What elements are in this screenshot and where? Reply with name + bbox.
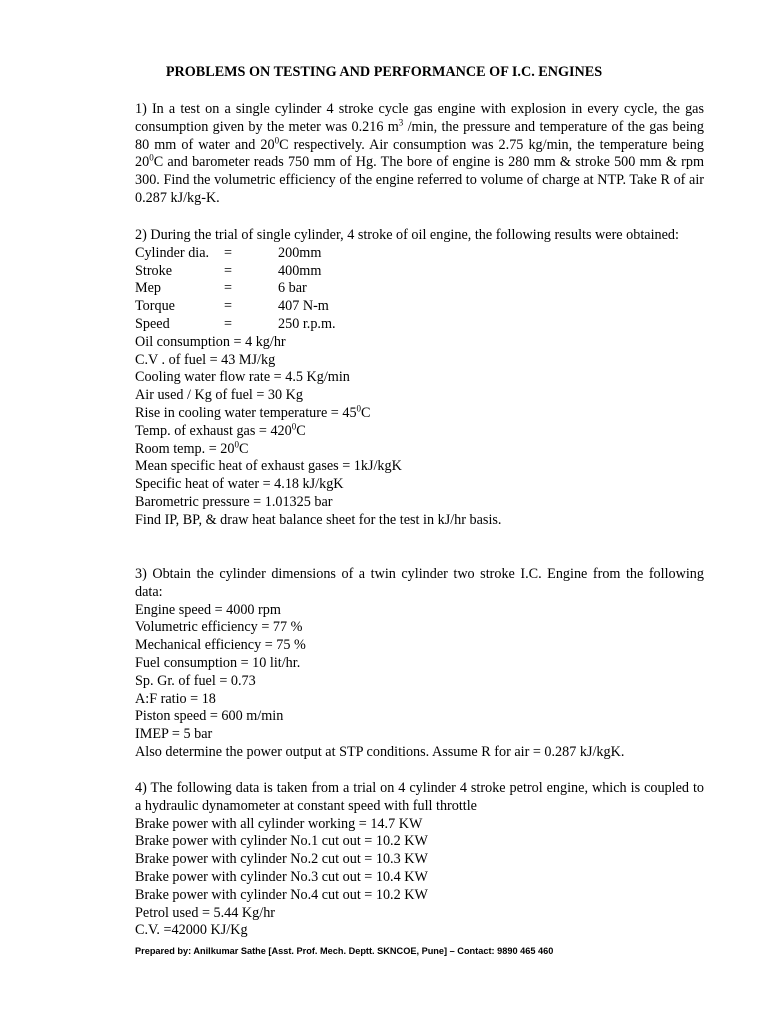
data-line: Brake power with cylinder No.3 cut out = 10.4 KW bbox=[135, 868, 428, 885]
data-line: Mean specific heat of exhaust gases = 1kJ/kgK bbox=[135, 458, 402, 475]
document-title: PROBLEMS ON TESTING AND PERFORMANCE OF I.C. ENGINES bbox=[165, 64, 603, 80]
superscript: 0 bbox=[291, 421, 297, 432]
data-row bbox=[135, 245, 704, 263]
data-line: Specific heat of water = 4.18 kJ/kgK bbox=[135, 476, 344, 493]
problem-1-text-d: C and barometer reads 750 mm of Hg. The bore of engine is 280 mm & stroke 500 mm & rpm 300. Find the volumetric efficiency of the engine referred to volume of charge at NTP. Take R of air 0.287 kJ/kg-K. bbox=[135, 154, 704, 206]
line-text: C bbox=[296, 422, 306, 439]
superscript: 3 bbox=[398, 117, 404, 128]
data-line bbox=[135, 423, 704, 441]
data-line: Petrol used = 5.44 Kg/hr bbox=[135, 904, 276, 921]
data-value: 6 bar bbox=[278, 280, 307, 297]
data-label: Speed bbox=[135, 315, 170, 332]
page-footer: Prepared by: Anilkumar Sathe [Asst. Prof. Mech. Deptt. SKNCOE, Pune] – Contact: 9890 465 460 bbox=[135, 946, 554, 956]
equals-sign: = bbox=[224, 280, 233, 297]
data-label: Stroke bbox=[135, 262, 173, 279]
line-text: C bbox=[238, 440, 249, 457]
problem-2-intro: 2) During the trial of single cylinder, 4 stroke of oil engine, the following results were obtained: bbox=[135, 227, 679, 243]
problem-1-text-b: /min, the pressure and temperature of the gas being 80 mm of water and 20 bbox=[135, 118, 704, 153]
data-line: Piston speed = 600 m/min bbox=[135, 708, 284, 725]
data-row bbox=[135, 298, 704, 316]
problem-1-text-c: C respectively. Air consumption was 2.75 kg/min, the temperature being 20 bbox=[135, 136, 704, 171]
data-row bbox=[135, 316, 704, 334]
data-line: Cooling water flow rate = 4.5 Kg/min bbox=[135, 369, 350, 386]
data-value: 400mm bbox=[278, 262, 322, 279]
data-line: Find IP, BP, & draw heat balance sheet for the test in kJ/hr basis. bbox=[135, 511, 502, 528]
problem-2 bbox=[135, 227, 704, 530]
equals-sign: = bbox=[224, 298, 233, 315]
data-line: Brake power with cylinder No.4 cut out = 10.2 KW bbox=[135, 886, 428, 903]
data-label: Torque bbox=[135, 298, 175, 315]
data-line: Barometric pressure = 1.01325 bar bbox=[135, 493, 333, 510]
data-line: IMEP = 5 bar bbox=[135, 726, 213, 743]
data-line: Volumetric efficiency = 77 % bbox=[135, 619, 303, 636]
data-line: Air used / Kg of fuel = 30 Kg bbox=[135, 387, 303, 404]
line-text: Rise in cooling water temperature = 45 bbox=[135, 404, 357, 421]
data-row bbox=[135, 263, 704, 281]
data-line: Sp. Gr. of fuel = 0.73 bbox=[135, 672, 256, 689]
data-line: Mechanical efficiency = 75 % bbox=[135, 637, 306, 654]
data-line: Fuel consumption = 10 lit/hr. bbox=[135, 654, 301, 671]
data-value: 407 N-m bbox=[278, 298, 329, 315]
data-label: Mep bbox=[135, 280, 162, 297]
data-line: Oil consumption = 4 kg/hr bbox=[135, 333, 286, 350]
line-text: C bbox=[361, 404, 371, 421]
data-row bbox=[135, 280, 704, 298]
data-label: Cylinder dia. bbox=[135, 244, 210, 261]
superscript: 0 bbox=[149, 152, 154, 163]
problem-3 bbox=[135, 566, 704, 762]
data-line: C.V. =42000 KJ/Kg bbox=[135, 922, 248, 939]
data-value: 200mm bbox=[278, 244, 322, 261]
equals-sign: = bbox=[224, 262, 233, 279]
data-line: Engine speed = 4000 rpm bbox=[135, 601, 281, 618]
superscript: 0 bbox=[274, 134, 280, 145]
superscript: 0 bbox=[234, 438, 239, 449]
data-line: Also determine the power output at STP conditions. Assume R for air = 0.287 kJ/kgK. bbox=[135, 743, 625, 760]
problem-1-text-a: 1) In a test on a single cylinder 4 stroke cycle gas engine with explosion in every cycle, the gas consumption given by the meter was 0.216 m bbox=[135, 101, 704, 135]
equals-sign: = bbox=[224, 244, 233, 261]
problem-4 bbox=[135, 780, 704, 940]
line-text: Room temp. = 20 bbox=[135, 440, 235, 457]
superscript: 0 bbox=[356, 403, 362, 414]
data-line: Brake power with all cylinder working = 14.7 KW bbox=[135, 815, 423, 832]
data-line bbox=[135, 405, 704, 423]
problem-3-intro: 3) Obtain the cylinder dimensions of a twin cylinder two stroke I.C. Engine from the following data: bbox=[135, 566, 704, 600]
data-line: A:F ratio = 18 bbox=[135, 690, 216, 707]
problem-1 bbox=[135, 101, 704, 208]
problem-4-intro: 4) The following data is taken from a trial on 4 cylinder 4 stroke petrol engine, which is coupled to a hydraulic dynamometer at constant speed with full throttle bbox=[135, 780, 704, 814]
data-line: Brake power with cylinder No.2 cut out = 10.3 KW bbox=[135, 851, 428, 868]
data-line: Brake power with cylinder No.1 cut out = 10.2 KW bbox=[135, 833, 428, 850]
data-line: C.V . of fuel = 43 MJ/kg bbox=[135, 351, 276, 368]
data-line bbox=[135, 438, 704, 459]
equals-sign: = bbox=[224, 315, 233, 332]
data-value: 250 r.p.m. bbox=[278, 315, 336, 332]
line-text: Temp. of exhaust gas = 420 bbox=[135, 422, 292, 439]
